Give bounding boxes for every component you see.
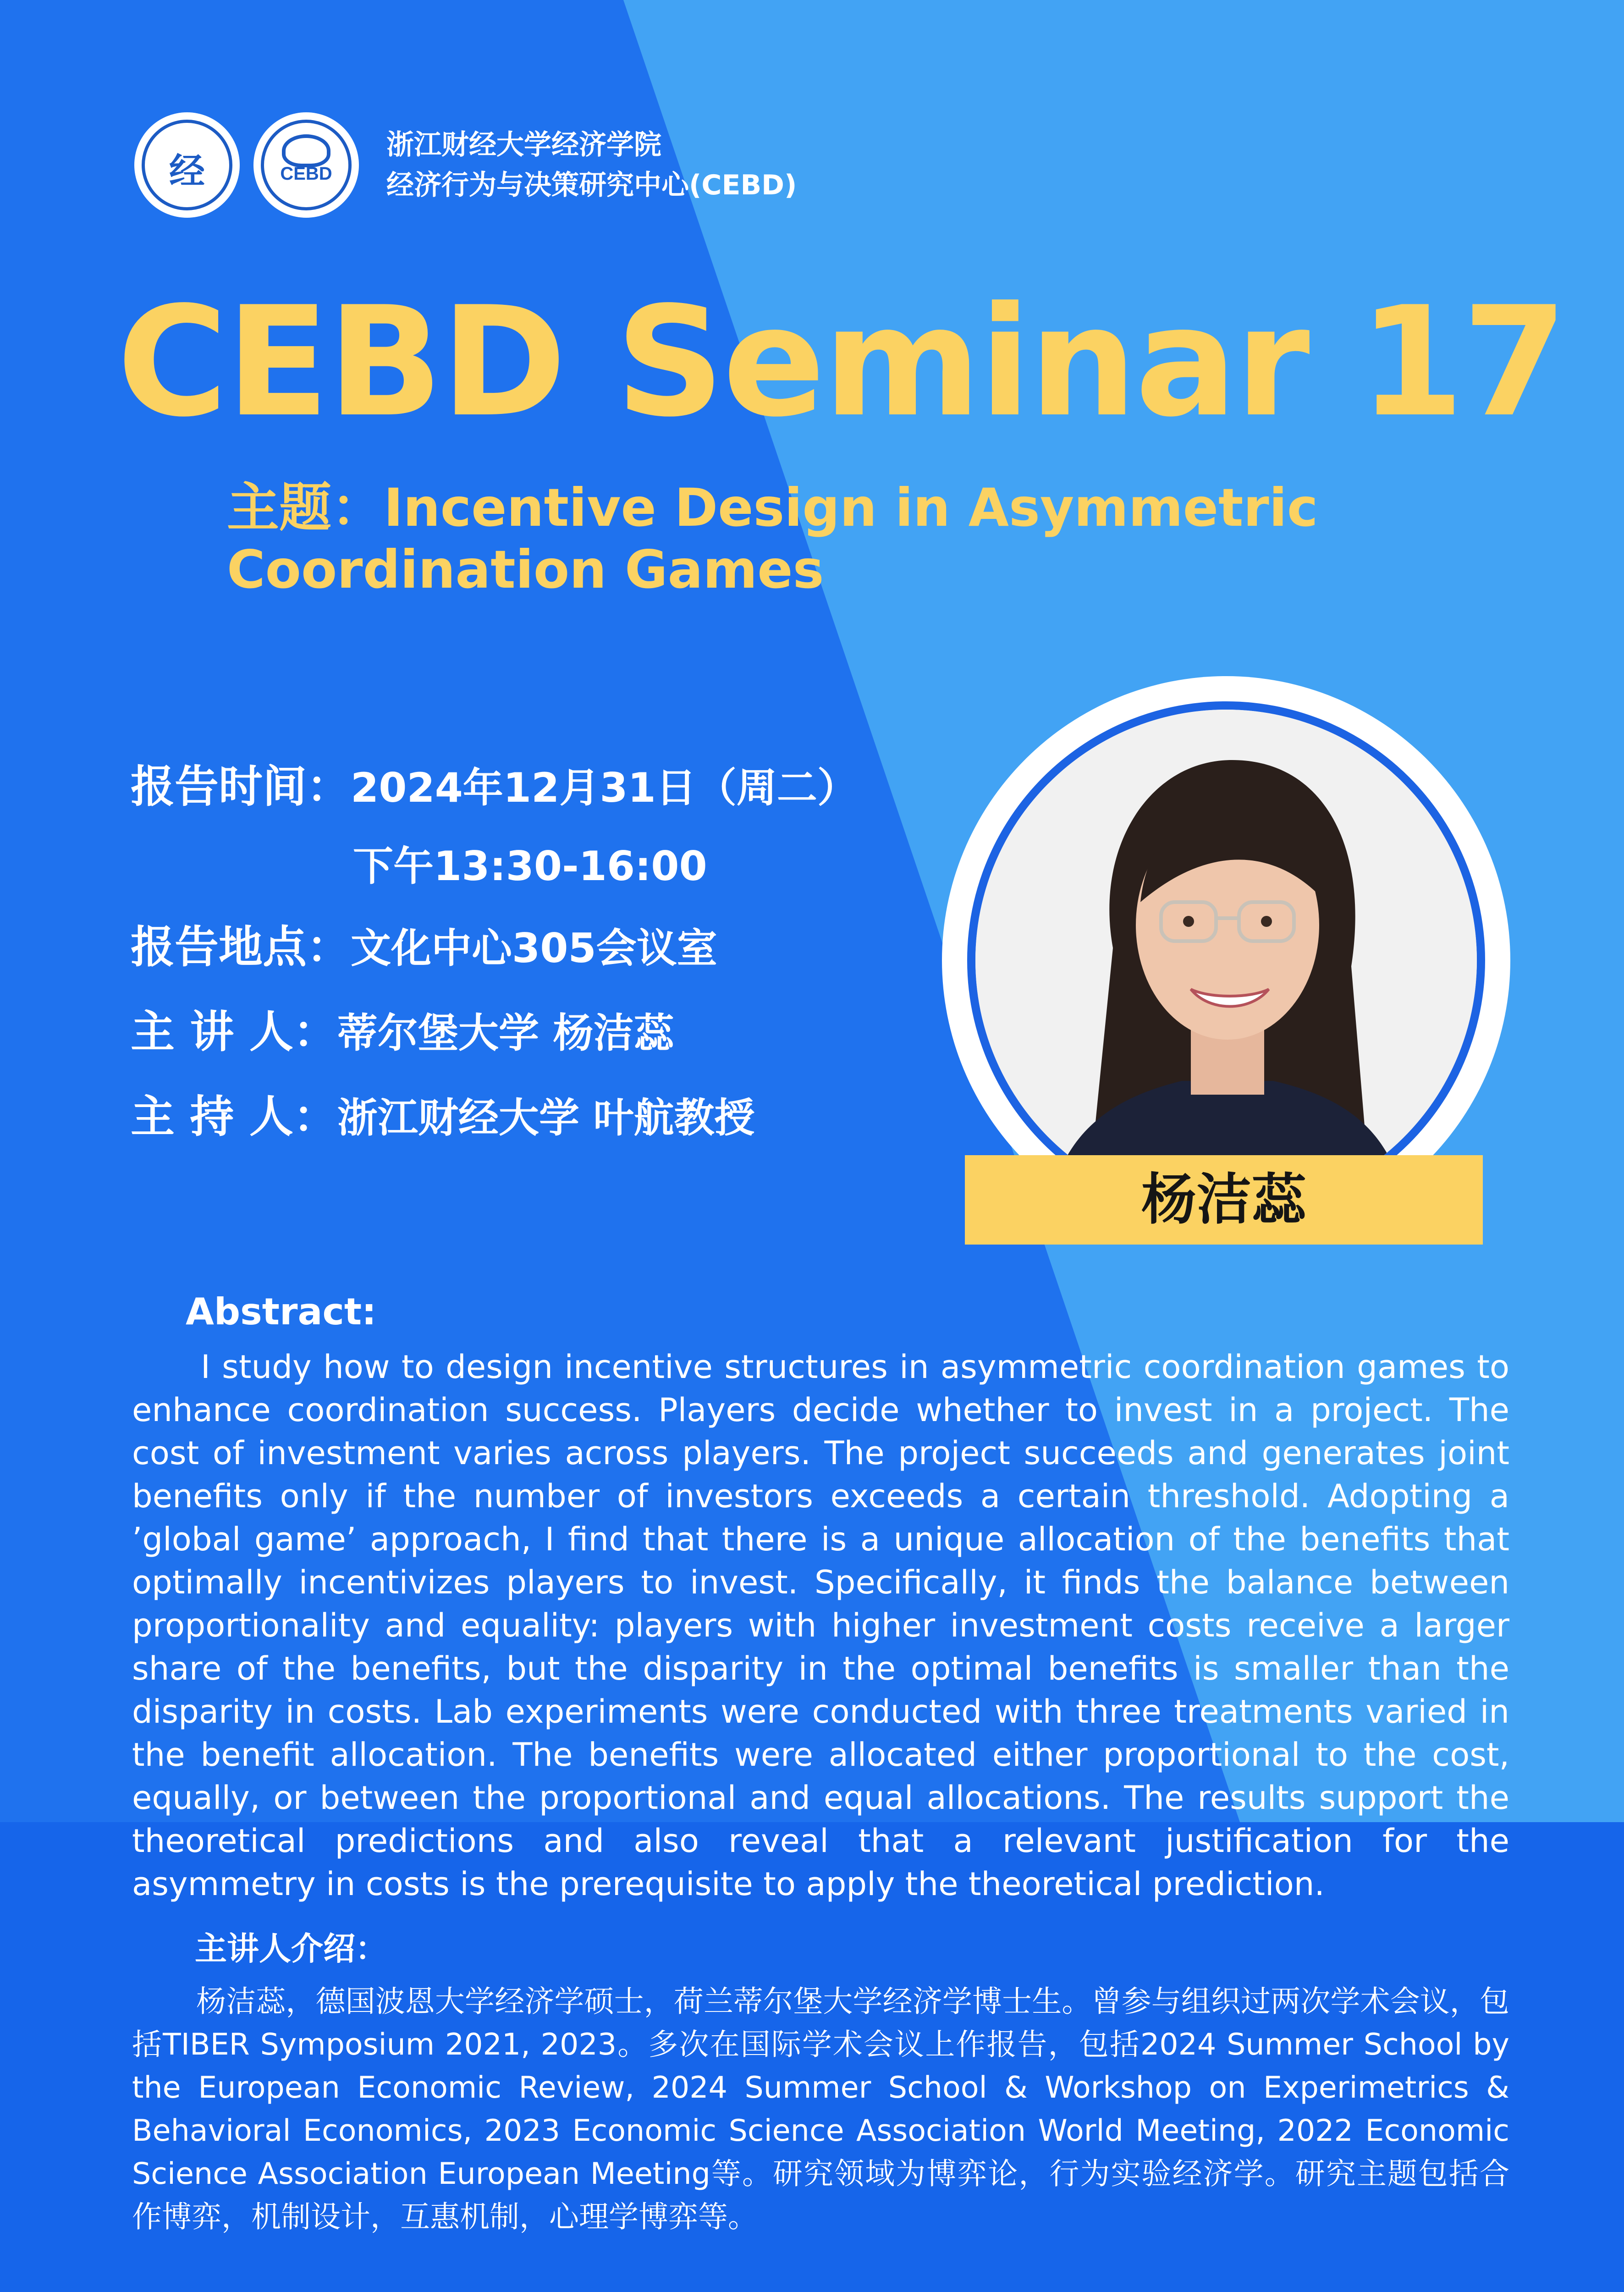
cebd-logo-text: CEBD	[280, 164, 332, 184]
school-logo	[134, 112, 240, 218]
seminar-title: CEBD Seminar 17	[117, 274, 1566, 450]
host-row	[131, 1082, 754, 1145]
host-label: 主 持 人：	[131, 1091, 337, 1142]
organization-name	[386, 125, 797, 205]
speaker-value: 蒂尔堡大学 杨洁蕊	[337, 1009, 674, 1057]
abstract-body: I study how to design incentive structures in asymmetric coordination games to enhance coordination success. Players decide whether to invest in a project. The cost of investment varies across players. The project succeeds and generates joint benefits only if the number of investors exceeds a certain threshold. Adopting a ’global game’ approach, I find that there is a unique allocation of the benefits that optimally incentivizes players to invest. Specifically, it finds the balance between proportionality and equality: players with higher investment costs receive a larger share of the benefits, but the disparity in the optimal benefits is smaller than the disparity in costs. Lab experiments were conducted with three treatments varied in the benefit allocation. The benefits were allocated either proportional to the cost, equally, or between the proportional and equal allocations. The results support the theoretical predictions and also reveal that a relevant justification for the asymmetry in costs is the prerequisite to apply the theoretical prediction.	[132, 1348, 1509, 1903]
cebd-logo	[253, 112, 359, 218]
host-value: 浙江财经大学 叶航教授	[337, 1094, 755, 1141]
org-line-1: 浙江财经大学经济学院	[386, 129, 661, 161]
header-logos	[134, 110, 797, 220]
speaker-label: 主 讲 人：	[131, 1006, 337, 1058]
seminar-topic: 主题：Incentive Design in Asymmetric Coordination Games	[227, 477, 1318, 600]
time-label: 报告时间：	[131, 761, 351, 812]
place-value: 文化中心305会议室	[351, 925, 717, 972]
portrait-illustration	[975, 710, 1477, 1211]
bio-heading: 主讲人介绍：	[195, 1930, 387, 1967]
school-logo-glyph: 经	[169, 151, 205, 192]
speaker-portrait	[967, 701, 1485, 1219]
org-line-2: 经济行为与决策研究中心(CEBD)	[386, 169, 797, 201]
time-value: 2024年12月31日（周二）	[351, 764, 858, 811]
speaker-name-badge: 杨洁蕊	[965, 1155, 1483, 1245]
speaker-row	[131, 997, 674, 1060]
time-row	[131, 752, 858, 815]
brain-icon	[282, 134, 330, 167]
place-label: 报告地点：	[131, 921, 351, 973]
time-value-2: 下午13:30-16:00	[353, 843, 707, 890]
place-row	[131, 912, 717, 975]
abstract-heading: Abstract:	[186, 1290, 377, 1333]
bio-body: 杨洁蕊，德国波恩大学经济学硕士，荷兰蒂尔堡大学经济学博士生。曾参与组织过两次学术会议，包括TIBER Symposium 2021, 2023。多次在国际学术会议上作报告，包括2024 Summer School by the European Economic Review, 2024 Summer School & Workshop on Experimetrics & Behavioral Economics, 2023 Economic Science Association World Meeting, 2022 Economic Science Association European Meeting等。研究领域为博弈论，行为实验经济学。研究主题包括合作博弈，机制设计，互惠机制，心理学博弈等。	[132, 1984, 1509, 2234]
